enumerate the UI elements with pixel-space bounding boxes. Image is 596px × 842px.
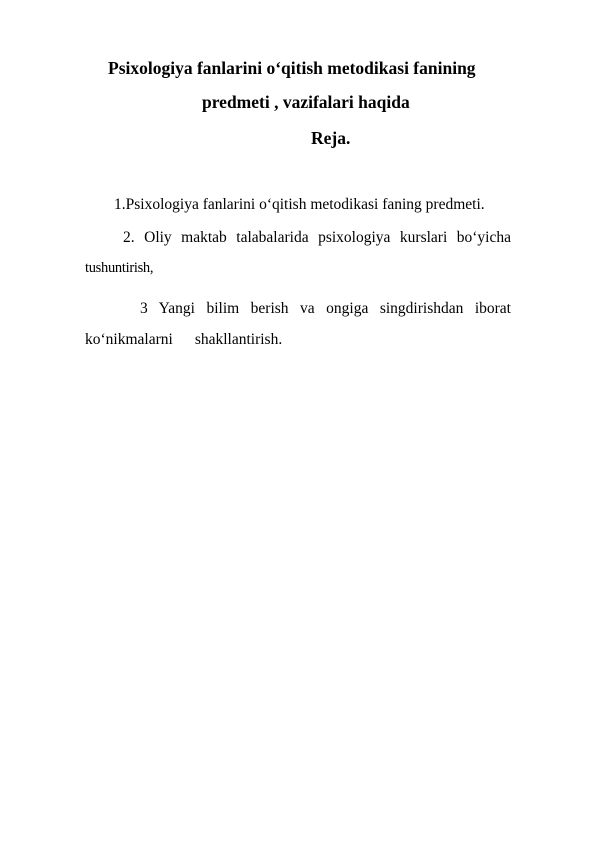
title-line-1: Psixologiya fanlarini o‘qitish metodikasi fanining <box>108 58 476 78</box>
plan-heading: Reja. <box>311 128 351 148</box>
plan-item-2-text: 2. Oliy maktab talabalarida psixologiya kurslari bo‘yicha <box>123 229 511 246</box>
plan-item-3-word-b: shakllantirish. <box>194 331 283 348</box>
plan-item-2-line-1 <box>85 229 511 247</box>
plan-item-3-word-a: ko‘nikmalarni <box>85 331 173 348</box>
plan-item-3-line-1 <box>85 300 511 318</box>
plan-item-2-line-2: tushuntirish, <box>85 260 154 276</box>
plan-item-1: 1.Psixologiya fanlarini o‘qitish metodikasi faning predmeti. <box>114 196 485 213</box>
title-line-2: predmeti , vazifalari haqida <box>202 92 410 112</box>
plan-item-3-text: 3 Yangi bilim berish va ongiga singdirishdan iborat <box>140 300 511 317</box>
plan-item-3-line-2 <box>85 331 282 349</box>
